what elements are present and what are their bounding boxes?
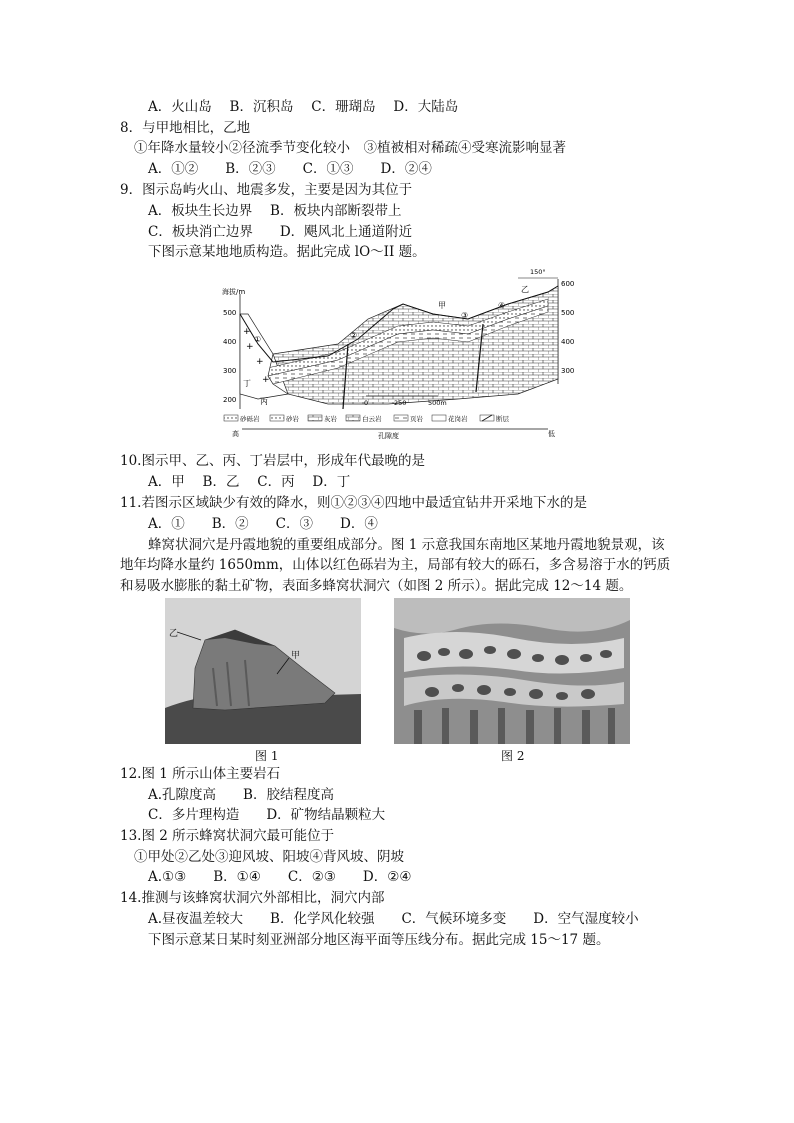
legend-fault: 断层 — [496, 415, 509, 423]
tick-right-400: 400 — [561, 338, 575, 346]
tick-right-300: 300 — [561, 367, 575, 375]
label-2: ② — [350, 331, 358, 340]
granite-mark: + — [243, 327, 251, 337]
q13-options: A.①③ B．①④ C．②③ D．②④ — [148, 869, 412, 885]
figure-2-photo — [394, 598, 630, 744]
q10-options: A．甲 B．乙 C．丙 D．丁 — [148, 474, 351, 490]
tick-left-200: 200 — [223, 396, 237, 404]
q13-statements: ①甲处②乙处③迎风坡、阳坡④背风坡、阴坡 — [134, 849, 404, 865]
q9-stem: 9．图示岛屿火山、地震多发，主要是因为其位于 — [120, 182, 413, 198]
scale-0: 0 — [364, 399, 369, 407]
legend-limestone: 灰岩 — [324, 415, 337, 423]
passage-line-1: 蜂窝状洞穴是丹霞地貌的重要组成部分。图 1 示意我国东南地区某地丹霞地貌景观，该 — [148, 537, 665, 553]
granite-mark: + — [256, 357, 264, 367]
tick-right-500: 500 — [561, 309, 575, 317]
q12-stem: 12.图 1 所示山体主要岩石 — [120, 766, 281, 782]
q14-stem: 14.推测与该蜂窝状洞穴外部相比，洞穴内部 — [120, 890, 385, 906]
q15-intro: 下图示意某日某时刻亚洲部分地区海平面等压线分布。据此完成 15～17 题。 — [148, 932, 610, 948]
tick-left-500: 500 — [223, 309, 237, 317]
figure-1-photo — [165, 598, 361, 744]
label-4: ④ — [498, 301, 506, 310]
limestone-body — [273, 286, 558, 404]
passage-line-3: 和易吸水膨胀的黏土矿物，表面多蜂窝状洞穴（如图 2 所示）。据此完成 12～14 题。 — [120, 578, 633, 594]
legend-dolomite: 白云岩 — [362, 415, 382, 423]
q9-options-cd: C．板块消亡边界 D．飓风北上通道附近 — [148, 224, 413, 240]
fig1-label-yi: 乙 — [169, 629, 179, 639]
q13-stem: 13.图 2 所示蜂窝状洞穴最可能位于 — [120, 828, 335, 844]
q8-statements: ①年降水量较小②径流季节变化较小 ③植被相对稀疏④受寒流影响显著 — [134, 140, 566, 156]
angle-label: 150° — [530, 268, 546, 276]
q7-options: A．火山岛 B．沉积岛 C．珊瑚岛 D．大陆岛 — [148, 99, 459, 115]
fig1-label-jia: 甲 — [291, 651, 301, 661]
q10-stem: 10.图示甲、乙、丙、丁岩层中，形成年代最晚的是 — [120, 453, 425, 469]
q11-options: A．① B．② C．③ D．④ — [148, 516, 378, 532]
porosity-label: 孔隙度 — [378, 432, 399, 440]
y-axis-label: 海拔/m — [222, 288, 246, 296]
legend-sandstone: 砂岩 — [286, 415, 299, 423]
q12-options-cd: C．多片理构造 D．矿物结晶颗粒大 — [148, 807, 386, 823]
passage-line-2: 地年均降水量约 1650mm，山体以红色砾岩为主，局部有较大的砾石，多含易溶于水的钙质 — [120, 557, 671, 573]
legend-shale: 页岩 — [410, 415, 423, 423]
tick-left-300: 300 — [223, 367, 237, 375]
q8-stem: 8．与甲地相比，乙地 — [120, 120, 251, 136]
legend-conglomerate: 砂砾岩 — [240, 415, 260, 423]
tick-left-400: 400 — [223, 338, 237, 346]
figure-1-caption: 图 1 — [255, 749, 279, 763]
label-bing: 丙 — [260, 397, 268, 406]
q9-options-ab: A．板块生长边界 B．板块内部断裂带上 — [148, 203, 402, 219]
q12-options-ab: A.孔隙度高 B．胶结程度高 — [148, 787, 334, 803]
tick-right-600: 600 — [561, 280, 575, 288]
figure-2-caption: 图 2 — [501, 749, 525, 763]
q8-options: A．①② B．②③ C．①③ D．②④ — [148, 161, 432, 177]
scale-250: 250 — [394, 399, 407, 407]
granite-mark: + — [262, 375, 270, 385]
geo-figure-intro: 下图示意某地地质构造。据此完成 lO～II 题。 — [148, 244, 426, 260]
scale-500: 500m — [428, 399, 447, 407]
porosity-high: 高 — [232, 430, 239, 438]
label-jia: 甲 — [438, 301, 446, 310]
q14-options: A.昼夜温差较大 B．化学风化较强 C．气候环境多变 D．空气湿度较小 — [148, 911, 639, 927]
legend-granite: 花岗岩 — [448, 415, 468, 423]
label-1: ① — [254, 335, 262, 344]
geology-cross-section — [218, 264, 578, 444]
porosity-low: 低 — [548, 430, 555, 438]
label-3: ③ — [461, 311, 469, 320]
granite-mark: + — [246, 342, 254, 352]
label-ding: 丁 — [243, 379, 251, 388]
label-yi: 乙 — [521, 285, 529, 294]
q11-stem: 11.若图示区域缺少有效的降水，则①②③④四地中最适宜钻井开采地下水的是 — [120, 495, 587, 511]
